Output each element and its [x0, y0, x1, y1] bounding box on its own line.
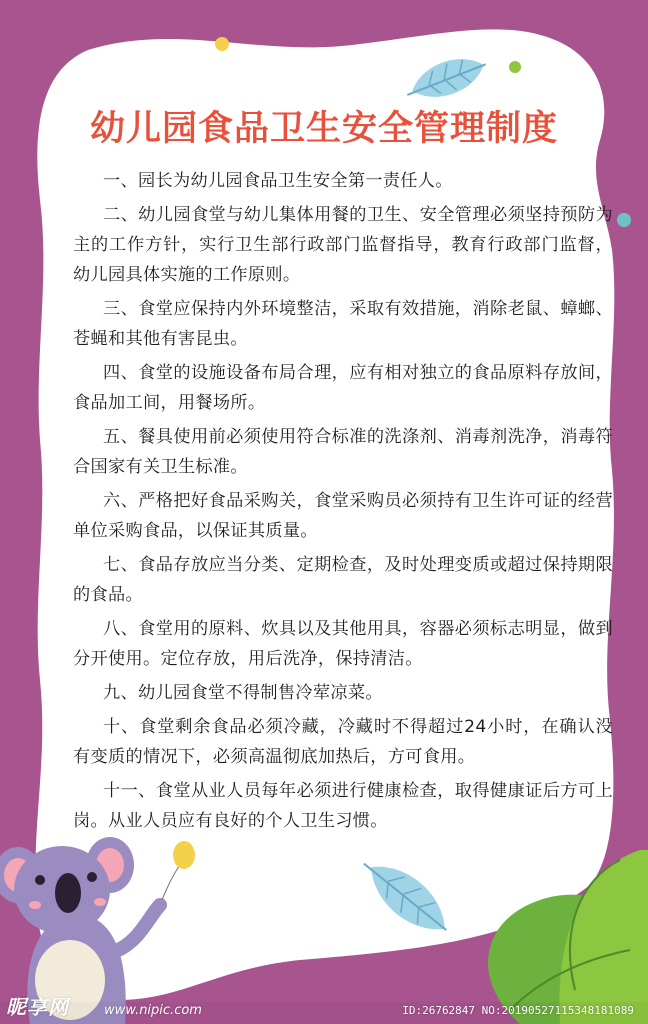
rule-item: 九、幼儿园食堂不得制售冷荤凉菜。 [103, 683, 383, 703]
teal-dot [617, 213, 631, 227]
rule-item: 一、园长为幼儿园食品卫生安全第一责任人。 [103, 171, 453, 191]
page-title: 幼儿园食品卫生安全管理制度 [89, 109, 558, 149]
rule-item: 八、食堂用的原料、炊具以及其他用具，容器必须标志明显，做到分开使用。定位存放，用后洗净，保持清洁。 [73, 619, 613, 670]
rule-item: 七、食品存放应当分类、定期检查，及时处理变质或超过保持期限的食品。 [73, 555, 613, 606]
rule-item: 十一、食堂从业人员每年必须进行健康检查，取得健康证后方可上岗。从业人员应有良好的个人卫生习惯。 [73, 780, 613, 831]
watermark-logo: 昵享网 [6, 995, 69, 1019]
rule-item: 四、食堂的设施设备布局合理，应有相对独立的食品原料存放间，食品加工间，用餐场所。 [73, 363, 613, 414]
rules-list [73, 166, 613, 840]
rule-item: 十、食堂剩余食品必须冷藏，冷藏时不得超过24小时，在确认没有变质的情况下，必须高温彻底加热后，方可食用。 [73, 716, 613, 767]
watermark-site: www.nipic.com [104, 1003, 202, 1018]
rule-item: 六、严格把好食品采购关，食堂采购员必须持有卫生许可证的经营单位采购食品，以保证其质量。 [73, 491, 613, 542]
rule-item: 二、幼儿园食堂与幼儿集体用餐的卫生、安全管理必须坚持预防为主的工作方针，实行卫生部行政部门监督指导，教育行政部门监督，幼儿园具体实施的工作原则。 [73, 204, 613, 286]
green-dot [509, 61, 521, 73]
watermark-id: ID:26762847 NO:20190527115348181089 [402, 1004, 634, 1017]
yellow-dot [215, 37, 229, 51]
rule-item: 三、食堂应保持内外环境整洁，采取有效措施，消除老鼠、蟑螂、苍蝇和其他有害昆虫。 [73, 299, 613, 350]
rule-item: 五、餐具使用前必须使用符合标准的洗涤剂、消毒剂洗净，消毒符合国家有关卫生标准。 [73, 427, 613, 478]
